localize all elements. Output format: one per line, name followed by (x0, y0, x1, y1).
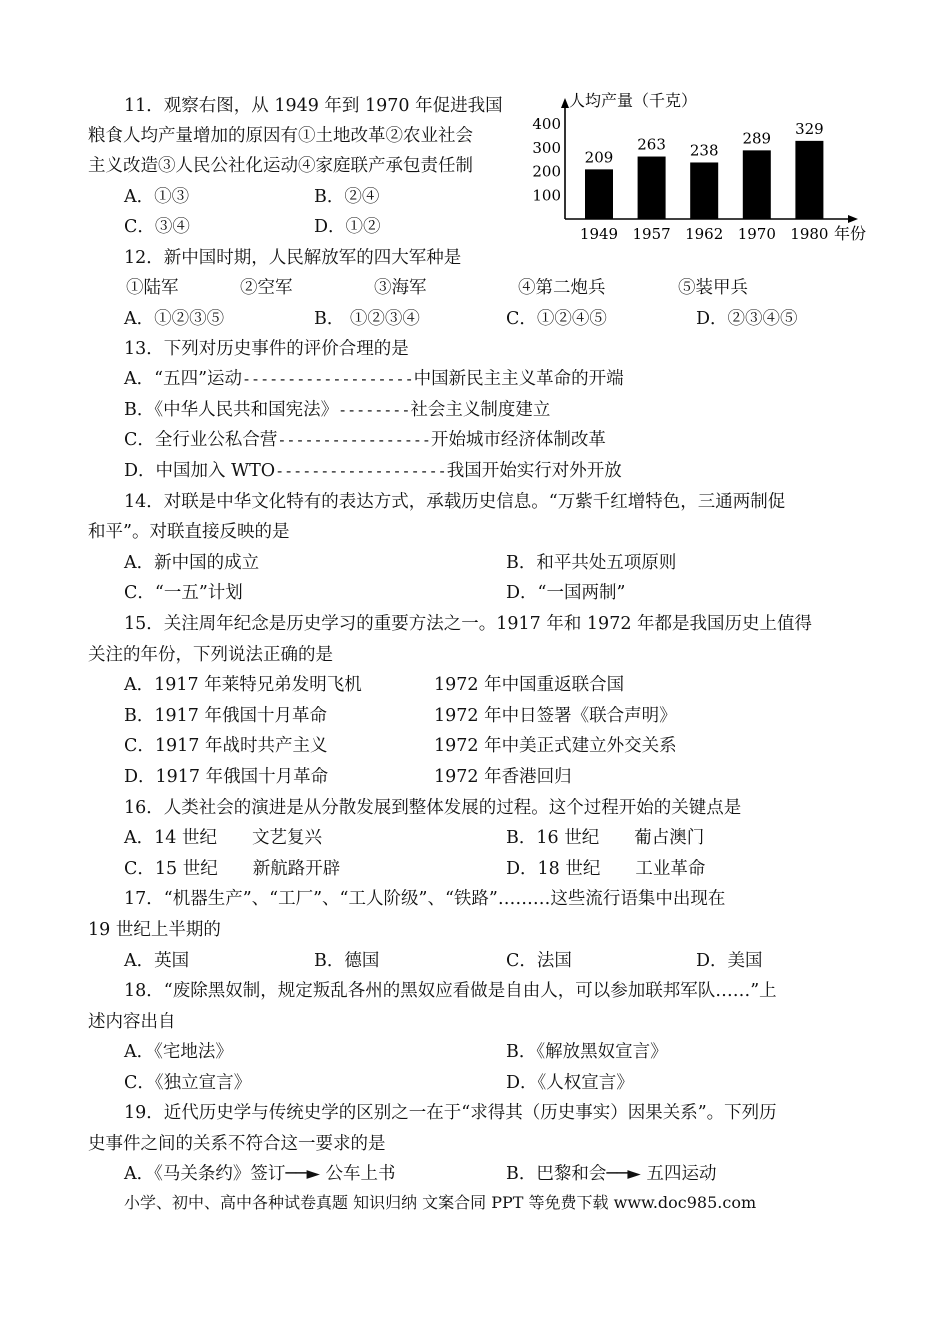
q13-b-dash: -------- (338, 401, 411, 419)
q11-option-d: D．①② (314, 217, 381, 237)
q19-stem-line-1: 19．近代历史学与传统史学的区别之一在于“求得其（历史事实）因果关系”。下列历 (124, 1103, 777, 1123)
y-axis-arrow (561, 98, 569, 108)
q13-a-event: A．“五四”运动 (124, 369, 243, 389)
q12-item-5: ⑤装甲兵 (678, 278, 748, 298)
q15-option-c-right: 1972 年中美正式建立外交关系 (434, 736, 677, 756)
bar-value-label: 329 (795, 119, 824, 138)
q13-b-event: B．《中华人民共和国宪法》 (124, 400, 339, 420)
q13-c-event: C．全行业公私合营 (124, 430, 278, 450)
q13-option-a (124, 367, 624, 391)
bar-value-label: 289 (742, 129, 772, 148)
y-tick-label: 300 (532, 138, 561, 157)
q11-stem-line-2: 粮食人均产量增加的原因有①土地改革②农业社会 (88, 126, 473, 146)
q12-option-d: D．②③④⑤ (696, 309, 798, 329)
grain-output-bar-chart (528, 86, 878, 248)
q12-stem: 12．新中国时期，人民解放军的四大军种是 (124, 248, 462, 268)
q15-stem-line-2: 关注的年份，下列说法正确的是 (88, 645, 333, 665)
q12-option-c: C．①②④⑤ (506, 309, 607, 329)
q14-stem-line-1: 14．对联是中华文化特有的表达方式，承载历史信息。“万紫千红增特色，三通两制促 (124, 492, 786, 512)
q15-option-b-left: B．1917 年俄国十月革命 (124, 706, 327, 726)
q16-option-b: B．16 世纪 葡占澳门 (506, 828, 705, 848)
q14-stem-line-2: 和平”。对联直接反映的是 (88, 522, 290, 542)
q16-option-a: A．14 世纪 文艺复兴 (124, 828, 322, 848)
x-tick-label: 1980 (790, 225, 829, 243)
y-tick-label: 100 (532, 186, 561, 205)
q13-c-evaluation: 开始城市经济体制改革 (430, 430, 606, 450)
x-tick-label: 1962 (685, 225, 724, 243)
q17-stem-line-2: 19 世纪上半期的 (88, 920, 221, 940)
q15-option-d-right: 1972 年香港回归 (434, 767, 572, 787)
q19-option-a: A．《马关条约》签订──► 公车上书 (124, 1164, 396, 1184)
y-tick-label: 400 (532, 115, 561, 133)
q18-stem-line-1: 18．“废除黑奴制，规定叛乱各州的黑奴应看做是自由人，可以参加联邦军队……”上 (124, 981, 777, 1001)
q13-c-dash: ----------------- (277, 431, 431, 449)
q17-option-a: A．英国 (124, 951, 190, 971)
y-tick-label: 200 (532, 162, 561, 181)
q19-option-b: B．巴黎和会──► 五四运动 (506, 1164, 717, 1184)
q11-stem-line-1: 11．观察右图，从 1949 年到 1970 年促进我国 (124, 96, 503, 116)
y-axis-title: 人均产量（千克） (569, 91, 698, 110)
q19-stem-line-2: 史事件之间的关系不符合这一要求的是 (88, 1134, 386, 1154)
x-tick-label: 1949 (579, 225, 619, 243)
q16-option-c: C．15 世纪 新航路开辟 (124, 859, 341, 879)
q14-option-c: C．“一五”计划 (124, 583, 243, 603)
q15-option-a-right: 1972 年中国重返联合国 (434, 675, 625, 695)
q16-option-d: D．18 世纪 工业革命 (506, 859, 706, 879)
x-tick-label: 1970 (737, 225, 776, 243)
q15-stem-line-1: 15．关注周年纪念是历史学习的重要方法之一。1917 年和 1972 年都是我国历史上值得 (124, 614, 813, 634)
q12-item-4: ④第二炮兵 (518, 278, 606, 298)
q13-stem: 13．下列对历史事件的评价合理的是 (124, 339, 409, 359)
q12-item-3: ③海军 (374, 278, 427, 298)
q15-option-b-right: 1972 年中日签署《联合声明》 (434, 706, 677, 726)
bar (795, 141, 823, 219)
q17-option-d: D．美国 (696, 951, 763, 971)
bar (690, 162, 718, 219)
q18-option-a: A．《宅地法》 (124, 1042, 233, 1062)
q13-b-evaluation: 社会主义制度建立 (410, 400, 551, 420)
q12-option-a: A．①②③⑤ (124, 309, 225, 329)
q16-stem: 16．人类社会的演进是从分散发展到整体发展的过程。这个过程开始的关键点是 (124, 798, 742, 818)
q13-a-evaluation: 中国新民主主义革命的开端 (413, 369, 624, 389)
download-footer: 小学、初中、高中各种试卷真题 知识归纳 文案合同 PPT 等免费下载 www.doc985.com (124, 1193, 757, 1212)
q15-option-d-left: D．1917 年俄国十月革命 (124, 767, 329, 787)
bar-value-label: 209 (584, 148, 614, 167)
q18-option-b: B．《解放黑奴宣言》 (506, 1042, 668, 1062)
q14-option-a: A．新中国的成立 (124, 553, 260, 573)
q18-option-c: C．《独立宣言》 (124, 1073, 252, 1093)
q12-item-2: ②空军 (240, 278, 293, 298)
q11-option-a: A．①③ (124, 187, 190, 207)
q13-option-c (124, 428, 606, 452)
bar (638, 157, 666, 219)
q13-d-event: D．中国加入 WTO (124, 461, 276, 481)
bar (585, 169, 613, 219)
q13-d-dash: ------------------- (275, 462, 447, 480)
x-axis-arrow (848, 215, 858, 223)
x-axis-title: 年份 (834, 224, 867, 243)
q12-item-1: ①陆军 (126, 278, 179, 298)
q17-option-c: C．法国 (506, 951, 572, 971)
q18-option-d: D．《人权宣言》 (506, 1073, 634, 1093)
q17-option-b: B．德国 (314, 951, 380, 971)
q18-stem-line-2: 述内容出自 (88, 1012, 176, 1032)
q11-option-b: B．②④ (314, 187, 380, 207)
q13-option-b (124, 398, 550, 422)
q17-stem-line-1: 17．“机器生产”、“工厂”、“工人阶级”、“铁路”………这些流行语集中出现在 (124, 889, 726, 909)
q14-option-b: B．和平共处五项原则 (506, 553, 677, 573)
q13-d-evaluation: 我国开始实行对外开放 (446, 461, 622, 481)
q15-option-c-left: C．1917 年战时共产主义 (124, 736, 328, 756)
x-tick-label: 1957 (632, 225, 671, 243)
bar-value-label: 238 (689, 141, 719, 160)
q13-option-d (124, 459, 622, 483)
bar (743, 150, 771, 219)
bar-value-label: 263 (637, 135, 666, 154)
q13-a-dash: ------------------- (242, 370, 414, 388)
q11-option-c: C．③④ (124, 217, 190, 237)
q14-option-d: D．“一国两制” (506, 583, 626, 603)
q15-option-a-left: A．1917 年莱特兄弟发明飞机 (124, 675, 362, 695)
q12-option-b: B． ①②③④ (314, 309, 420, 329)
q11-stem-line-3: 主义改造③人民公社化运动④家庭联产承包责任制 (88, 156, 473, 176)
